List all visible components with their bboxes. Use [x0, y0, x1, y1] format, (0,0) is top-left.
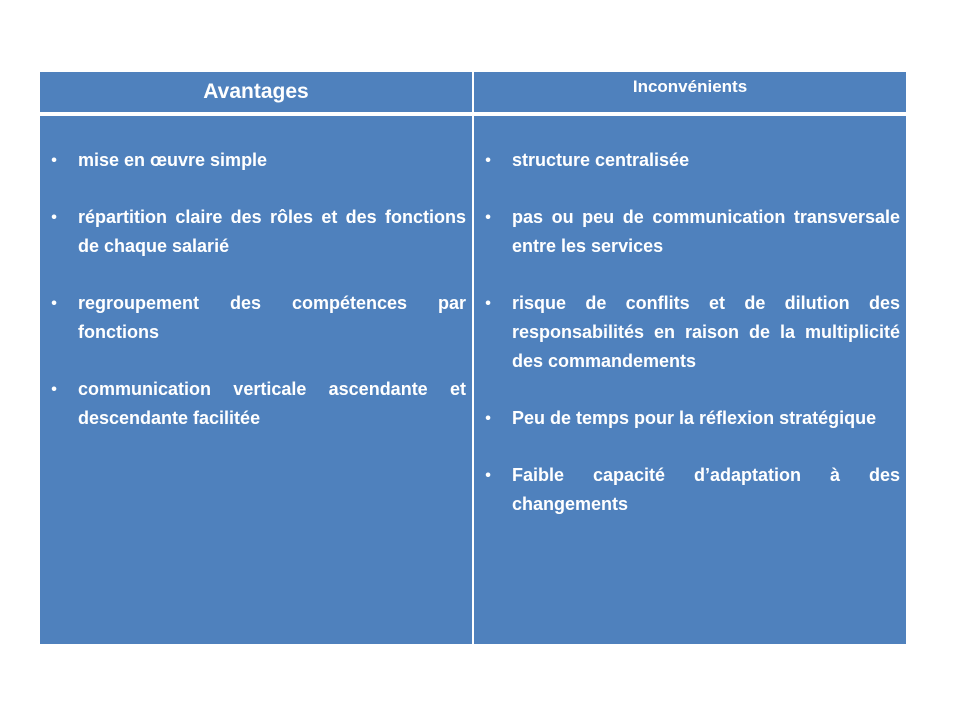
- comparison-table: [40, 72, 906, 644]
- disadvantage-text: Faible capacité d’adaptation à des changements: [512, 465, 900, 514]
- bullet-icon: •: [485, 152, 491, 169]
- advantage-item: [48, 289, 466, 347]
- advantage-text: répartition claire des rôles et des fonctions de chaque salarié: [78, 207, 466, 256]
- advantages-cell: [40, 116, 472, 644]
- bullet-icon: •: [485, 209, 491, 226]
- disadvantage-item: [482, 203, 900, 261]
- bullet-icon: •: [51, 295, 57, 312]
- header-disadvantages: Inconvénients: [632, 77, 748, 96]
- disadvantage-text: risque de conflits et de dilution des responsabilités en raison de la multiplicité des commandements: [512, 293, 900, 371]
- bullet-icon: •: [51, 381, 57, 398]
- advantage-item: [48, 146, 466, 175]
- disadvantages-list: [474, 116, 906, 519]
- disadvantage-item: [482, 146, 900, 175]
- bullet-icon: •: [485, 295, 491, 312]
- disadvantages-cell: [474, 116, 906, 644]
- disadvantage-text: structure centralisée: [512, 150, 690, 170]
- header-advantages: Avantages: [203, 80, 309, 103]
- advantage-text: communication verticale ascendante et descendante facilitée: [78, 379, 466, 428]
- bullet-icon: •: [51, 152, 57, 169]
- advantages-list: [40, 116, 472, 433]
- advantage-item: [48, 375, 466, 433]
- disadvantage-item: [482, 404, 900, 433]
- advantage-text: regroupement des compétences par fonctions: [78, 293, 466, 342]
- bullet-icon: •: [51, 209, 57, 226]
- advantage-text: mise en œuvre simple: [78, 150, 268, 170]
- header-cell-advantages: [40, 72, 472, 112]
- bullet-icon: •: [485, 410, 491, 427]
- disadvantage-text: Peu de temps pour la réflexion stratégique: [512, 408, 877, 428]
- bullet-icon: •: [485, 467, 491, 484]
- header-cell-disadvantages: [474, 72, 906, 112]
- disadvantage-text: pas ou peu de communication transversale entre les services: [512, 207, 900, 256]
- disadvantage-item: [482, 461, 900, 519]
- disadvantage-item: [482, 289, 900, 376]
- advantage-item: [48, 203, 466, 261]
